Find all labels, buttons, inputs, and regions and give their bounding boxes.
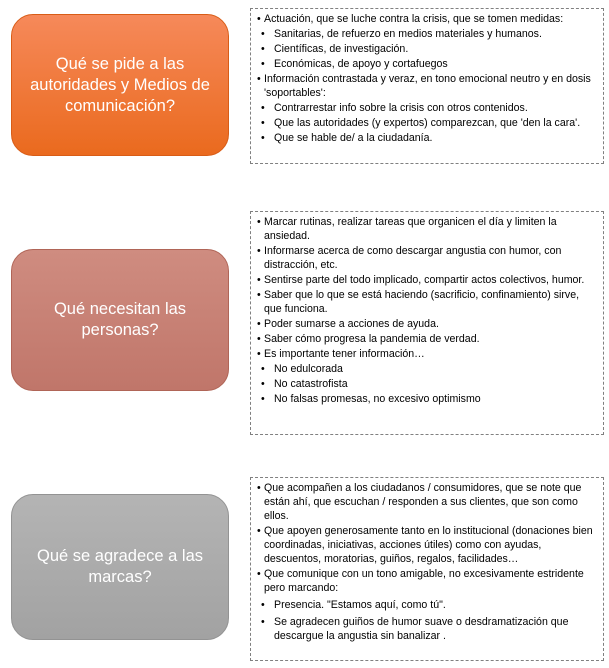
bullet-item: • Que apoyen generosamente tanto en lo institucional (donaciones bien coordinadas, iniciativas, acciones útiles) como con ayudas, descuentos, moratorias, guiños, regalos, facilidades… [255,524,599,566]
sub-bullet-item: • Que las autoridades (y expertos) comparezcan, que 'den la cara'. [255,116,599,130]
bullet-item: • Poder sumarse a acciones de ayuda. [255,317,599,331]
bullet-item: • Que acompañen a los ciudadanos / consumidores, que se note que están ahí, que escuchan / responden a sus clientes, que son como ellos. [255,481,599,523]
sub-bullet-item: • Sanitarias, de refuerzo en medios materiales y humanos. [255,27,599,41]
sub-bullet-item: • Económicas, de apoyo y cortafuegos [255,57,599,71]
answer-panel-brands [250,477,604,661]
bullet-item: • Marcar rutinas, realizar tareas que organicen el día y limiten la ansiedad. [255,215,599,243]
question-box-people [11,249,229,391]
bullet-item: • Es importante tener información… [255,347,599,361]
bullet-item: • Información contrastada y veraz, en tono emocional neutro y en dosis 'soportables': [255,72,599,100]
question-box-brands [11,494,229,640]
bullet-item: • Informarse acerca de como descargar angustia con humor, con distracción, etc. [255,244,599,272]
question-text: Qué se pide a las autoridades y Medios de comunicación? [30,54,210,115]
bullet-item: • Sentirse parte del todo implicado, compartir actos colectivos, humor. [255,273,599,287]
sub-bullet-item: • No catastrofista [255,377,599,391]
bullet-item: • Saber que lo que se está haciendo (sacrificio, confinamiento) sirve, que funciona. [255,288,599,316]
answer-panel-people [250,211,604,435]
bullet-item: • Que comunique con un tono amigable, no excesivamente estridente pero marcando: [255,567,599,595]
question-text: Qué necesitan las personas? [53,300,187,339]
sub-bullet-item: • Científicas, de investigación. [255,42,599,56]
sub-bullet-item: • No falsas promesas, no excesivo optimismo [255,392,599,406]
question-text: Qué se agradece a las marcas? [36,547,204,586]
sub-bullet-item: • Contrarrestar info sobre la crisis con otros contenidos. [255,101,599,115]
question-box-authorities [11,14,229,156]
sub-bullet-item: • Se agradecen guiños de humor suave o desdramatización que descargue la angustia sin banalizar . [255,615,599,643]
answer-panel-authorities [250,8,604,164]
bullet-item: • Saber cómo progresa la pandemia de verdad. [255,332,599,346]
sub-bullet-item: • Presencia. "Estamos aquí, como tú". [255,598,599,612]
sub-bullet-item: • No edulcorada [255,362,599,376]
sub-bullet-item: • Que se hable de/ a la ciudadanía. [255,131,599,145]
bullet-item: • Actuación, que se luche contra la crisis, que se tomen medidas: [255,12,599,26]
